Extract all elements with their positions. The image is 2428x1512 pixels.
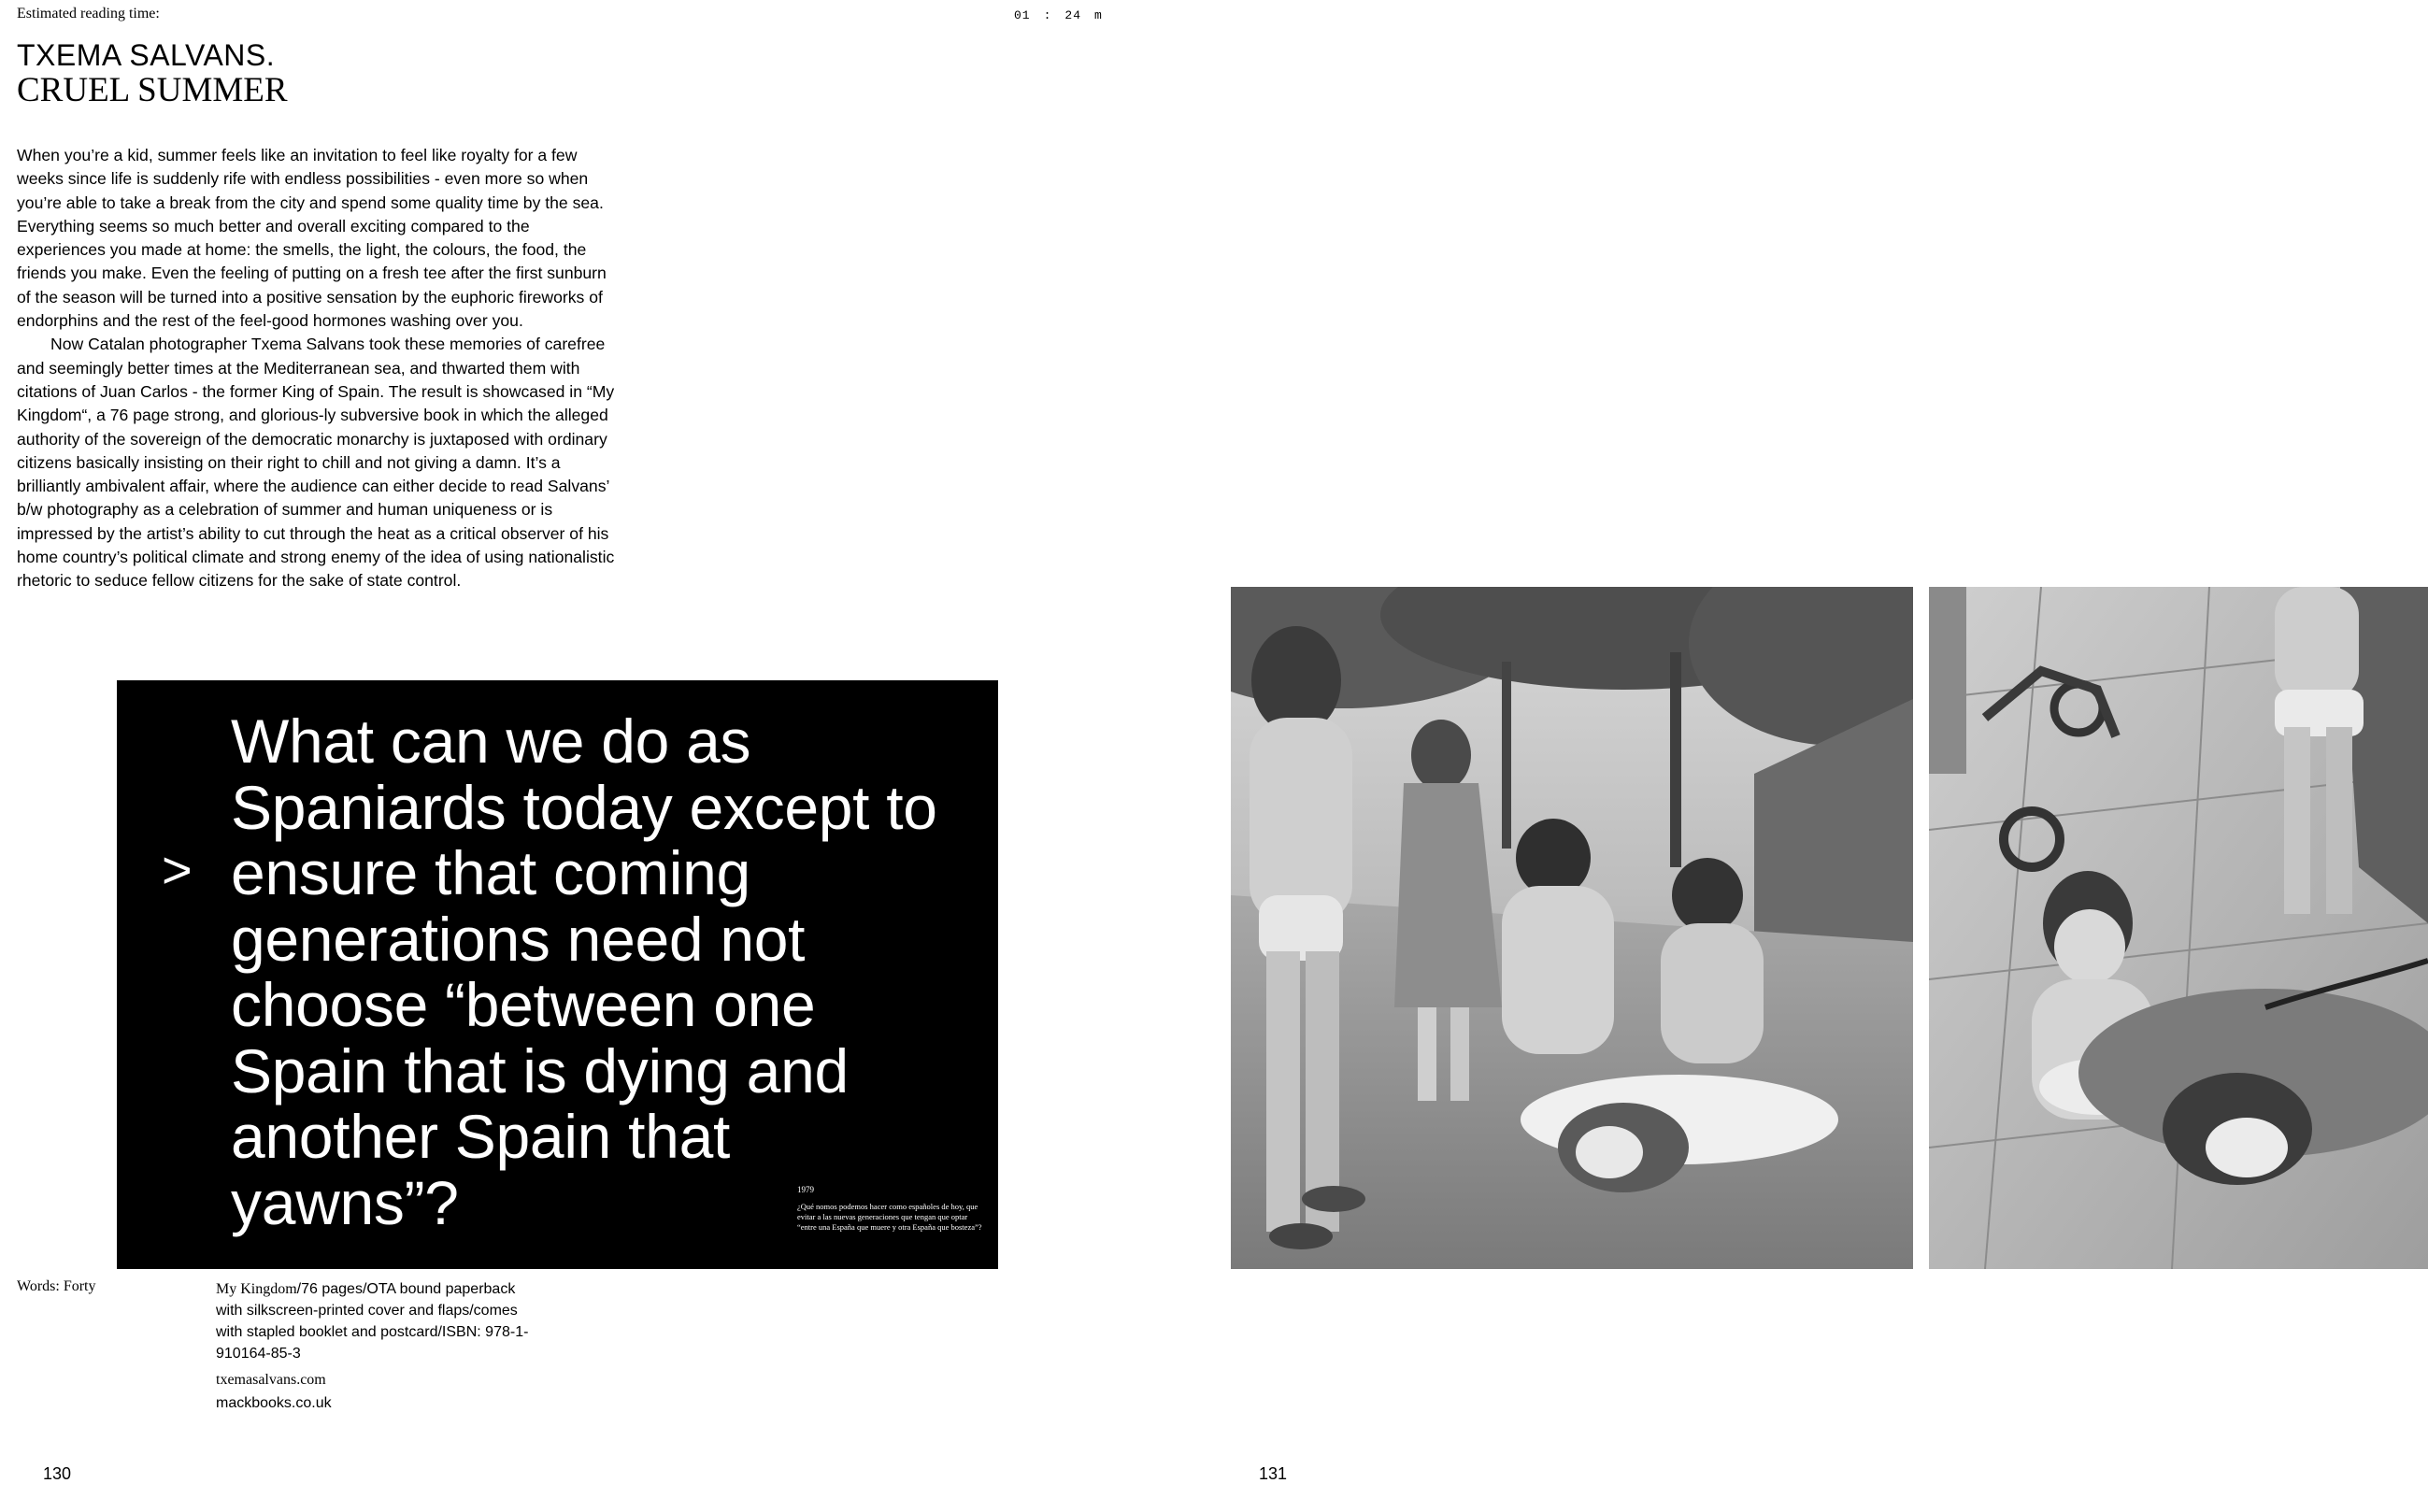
paragraph-2: Now Catalan photographer Txema Salvans took these memories of carefree and seemingly better times at the Mediterranean sea, and thwarted them with citations of Juan Carlos - the former King of Spain. The result is showcased in “My Kingdom“, a 76 page strong, and glorious-ly subversive book in which the alleged authority of the sovereign of the democratic monarchy is juxtaposed with ordinary citizens basically insisting on their right to chill and not giving a damn. It’s a brilliantly ambivalent affair, where the audience can either decide to read Salvans’ b/w photography as a celebration of summer and human uniqueness or is impressed by the artist’s ability to cut through the heat as a critical observer of his home country’s political climate and strong enemy of the idea of using nationalistic rhetoric to seduce fellow citizens for the sake of state control. <box>17 335 615 591</box>
quote-arrow-icon: > <box>162 840 193 899</box>
timer-unit: m <box>1094 8 1103 22</box>
title-line-2: CRUEL SUMMER <box>17 71 288 109</box>
publisher-website-link[interactable]: mackbooks.co.uk <box>216 1395 332 1411</box>
book-info <box>216 1278 534 1364</box>
paragraph-1: When you’re a kid, summer feels like an invitation to feel like royalty for a few weeks since life is suddenly rife with endless possibilities - even more so when you’re able to take a break from the city and spend some quality time by the sea. Everything seems so much better and overall exciting compared to the experiences you made at home: the smells, the light, the colours, the food, the friends you make. Even the feeling of putting on a fresh tee after the first sunburn of the season will be turned into a positive sensation by the euphoric fireworks of endorphins and the rest of the feel-good hormones washing over you. <box>17 146 607 331</box>
title-line-1: TXEMA SALVANS. <box>17 38 276 72</box>
artist-website-link[interactable]: txemasalvans.com <box>216 1372 326 1388</box>
page-number-left: 130 <box>43 1464 72 1483</box>
book-title: My Kingdom <box>216 1281 297 1297</box>
book-details: /76 pages/OTA bound paperback with silkscreen-printed cover and flaps/comes with stapled booklet and postcard/ISBN: 978-1-910164-85-3 <box>216 1281 529 1362</box>
article-title <box>17 37 288 108</box>
quote-year: 1979 <box>797 1185 814 1194</box>
timer-minutes: 01 <box>1014 8 1031 22</box>
timer-separator: : <box>1043 8 1052 22</box>
words-credit: Words: Forty <box>17 1278 96 1294</box>
pull-quote-text: What can we do as Spaniards today except to ensure that coming generations need not choose “between one Spain that is dying and another Spain that yawns”? <box>231 706 937 1237</box>
timer-seconds: 24 <box>1064 8 1082 22</box>
reading-timer <box>1014 8 1116 22</box>
pull-quote-box <box>117 680 998 1269</box>
quote-original-spanish: ¿Qué nomos podemos hacer como españoles de hoy, que evitar a las nuevas generaciones que tengan que optar “entre una España que muere y otra España que bosteza”? <box>797 1202 982 1232</box>
reading-time-label: Estimated reading time: <box>17 6 160 21</box>
photo-boy-with-dog <box>1929 587 2428 1269</box>
article-body <box>17 144 615 593</box>
page-number-right: 131 <box>1259 1464 1288 1483</box>
photo-children-with-dog <box>1231 587 1913 1269</box>
